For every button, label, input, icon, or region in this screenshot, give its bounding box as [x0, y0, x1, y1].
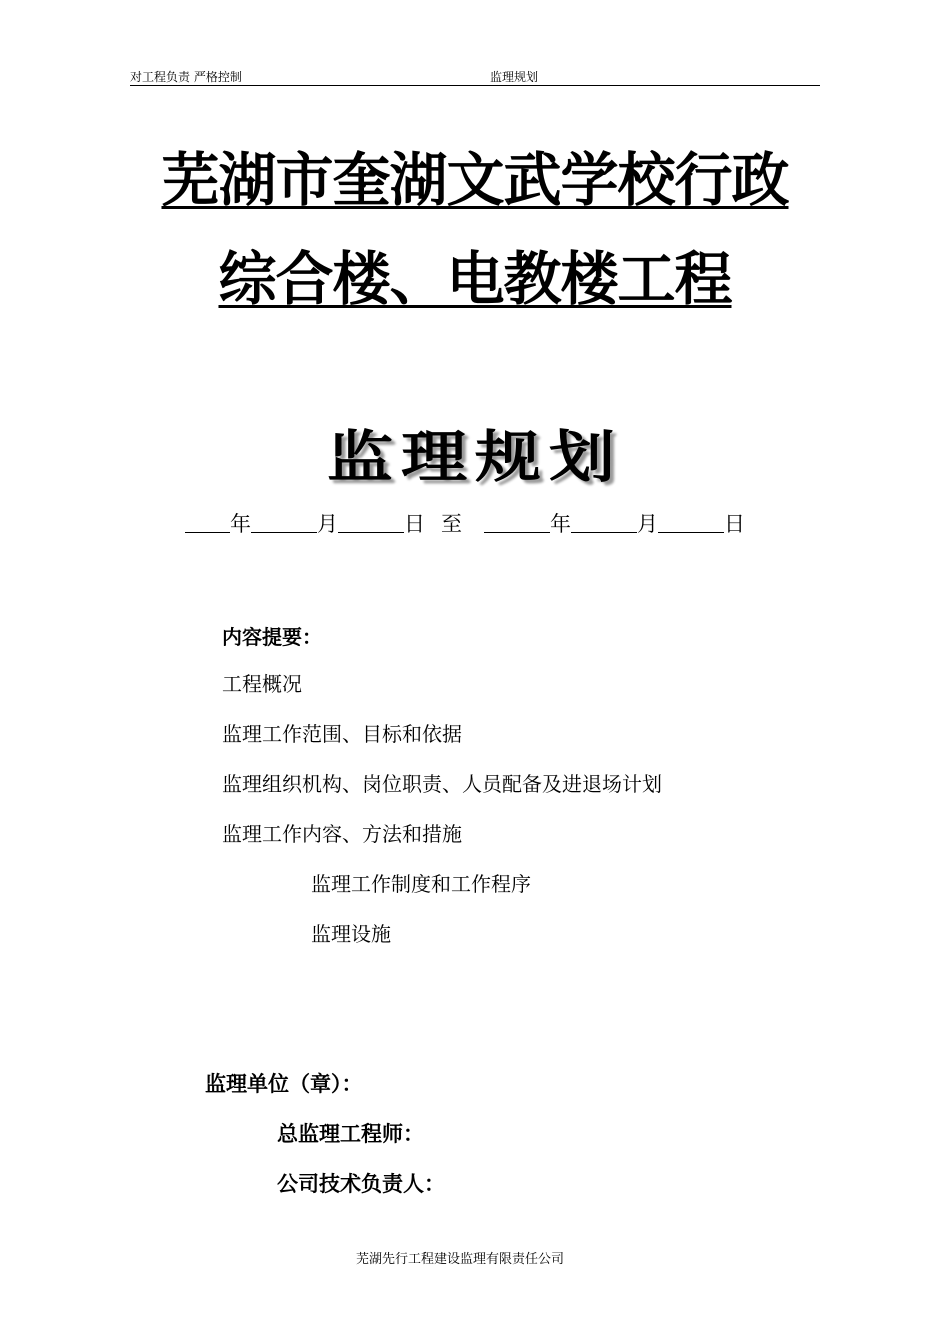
- supervision-unit-label: 监理单位（章）：: [205, 1071, 363, 1096]
- technical-lead-label: 公司技术负责人：: [277, 1171, 445, 1196]
- day-blank-2[interactable]: [658, 512, 724, 533]
- summary-item: 监理工作制度和工作程序: [311, 872, 531, 896]
- month-blank-1[interactable]: [251, 512, 317, 533]
- summary-item: 工程概况: [222, 672, 302, 696]
- year-blank-2[interactable]: [484, 512, 550, 533]
- summary-item: 监理组织机构、岗位职责、人员配备及进退场计划: [222, 772, 662, 796]
- header-center-text: 监理规划: [490, 70, 539, 84]
- month-blank-2[interactable]: [571, 512, 637, 533]
- document-title: 监理规划: [327, 424, 623, 491]
- chief-engineer-label: 总监理工程师：: [277, 1121, 424, 1146]
- date-range: 年 月 日 至 年 月 日: [185, 508, 745, 538]
- header-divider: [130, 85, 820, 86]
- project-title-line-2: 综合楼、电教楼工程: [218, 245, 732, 313]
- year-blank-1[interactable]: [185, 512, 230, 533]
- footer-company: 芜湖先行工程建设监理有限责任公司: [355, 1252, 564, 1267]
- summary-item: 监理工作内容、方法和措施: [222, 822, 462, 846]
- project-title-line-1: 芜湖市奎湖文武学校行政: [161, 146, 789, 214]
- summary-heading: 内容提要：: [222, 625, 322, 649]
- day-blank-1[interactable]: [338, 512, 404, 533]
- summary-item: 监理设施: [311, 922, 391, 946]
- summary-item: 监理工作范围、目标和依据: [222, 722, 462, 746]
- header-left-text: 对工程负责 严格控制: [130, 70, 242, 84]
